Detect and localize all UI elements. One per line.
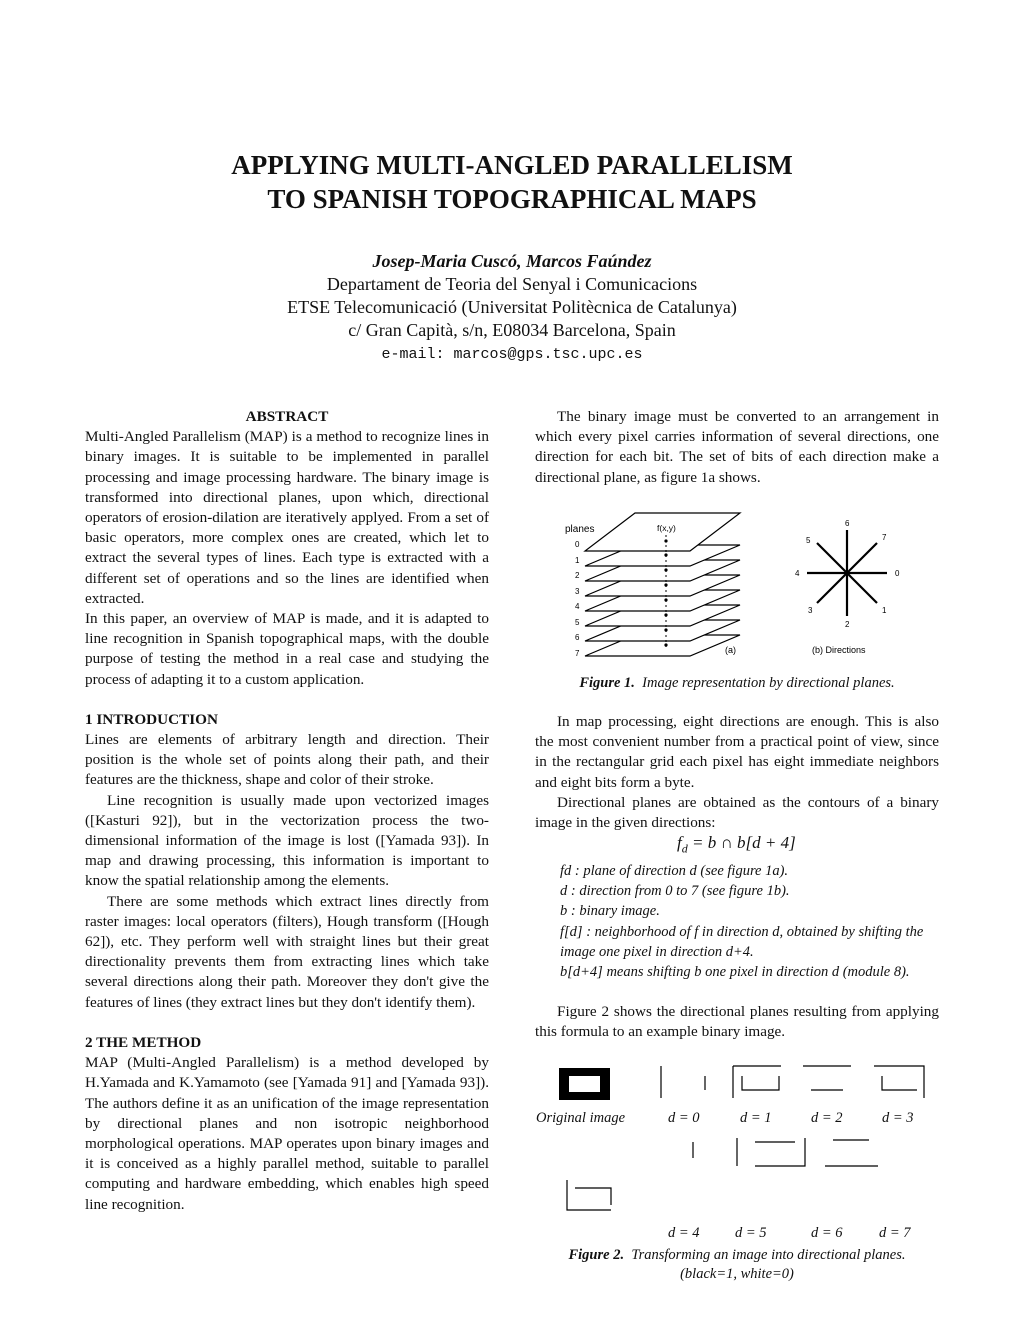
plane-number-6: 6 bbox=[575, 633, 580, 642]
right-paragraph-1: The binary image must be converted to an arrangement in which every pixel carries information of several directions, one direction for each bit. The set of bits of each direction make a directional plane, as figure 1a shows. bbox=[535, 408, 939, 486]
direction-number-6: 6 bbox=[845, 519, 850, 528]
label-original-image: Original image bbox=[536, 1110, 626, 1126]
formula-lhs: f bbox=[677, 833, 682, 852]
formula bbox=[677, 833, 796, 856]
fxy-label: f(x,y) bbox=[657, 523, 676, 533]
plane-number-0: 0 bbox=[575, 540, 580, 549]
label-d2: d = 2 bbox=[811, 1110, 843, 1126]
label-d4: d = 4 bbox=[668, 1225, 700, 1241]
directional-planes-row1 bbox=[661, 1066, 924, 1098]
method-paragraph-1: MAP (Multi-Angled Parallelism) is a method developed by H.Yamada and K.Yamamoto (see [Yamada 91] and [Yamada 93]). The authors define it as an unification of the image representation by directional planes and non isotropic neighborhood morphological operations. MAP operates upon binary images and it is conceived as a highly parallel method, suitable to parallel computing and hardware embedding, which enables high speed line recognition. bbox=[85, 1054, 489, 1213]
affiliation-line3: c/ Gran Capità, s/n, E08034 Barcelona, Spain bbox=[348, 320, 676, 340]
label-d3: d = 3 bbox=[882, 1110, 914, 1126]
direction-number-2: 2 bbox=[845, 620, 850, 629]
figure-2 bbox=[535, 1060, 939, 1235]
abstract-paragraph-1: Multi-Angled Parallelism (MAP) is a method to recognize lines in binary images. It is suitable to be implemented in parallel processing and image processing hardware. The binary image is transformed into directional planes, upon which, directional operators of erosion-dilation are iteratively applyed. From a set of basic operators, more complex ones are created, which let to extract the several types of lines. Each type is extracted with a different set of operations and so the lines are identified when extracted. bbox=[85, 428, 489, 607]
plane-number-5: 5 bbox=[575, 618, 580, 627]
intro-paragraph-3: There are some methods which extract lines directly from raster images: local operators (filters), Hough transform ([Hough 62]), etc. They perform well with straight lines but their great directionality prevents them from extracting lines which take several directions along their path. Moreover they don't give the features of lines (they extract lines but they don't identify them). bbox=[85, 892, 489, 1011]
figure-1-caption-label: Figure 1. bbox=[579, 675, 635, 691]
right-paragraph-3: Directional planes are obtained as the contours of a binary image in the given directions: bbox=[535, 793, 939, 832]
plane-number-7: 7 bbox=[575, 649, 580, 658]
definition-fd: fd : plane of direction d (see figure 1a). bbox=[560, 863, 789, 879]
introduction-heading: 1 INTRODUCTION bbox=[85, 710, 218, 728]
plane-number-4: 4 bbox=[575, 602, 580, 611]
paper-title-line1: APPLYING MULTI-ANGLED PARALLELISM bbox=[231, 150, 793, 180]
subfigure-a-label: (a) bbox=[725, 645, 736, 655]
definition-d: d : direction from 0 to 7 (see figure 1b). bbox=[560, 883, 790, 900]
abstract-heading: ABSTRACT bbox=[245, 408, 329, 425]
label-d1: d = 1 bbox=[740, 1110, 772, 1126]
subfigure-b-label: (b) Directions bbox=[812, 645, 866, 655]
plane-d5 bbox=[737, 1138, 805, 1166]
planes-label: planes bbox=[565, 524, 595, 535]
left-column bbox=[85, 407, 489, 1215]
definition-b: b : binary image. bbox=[560, 903, 660, 920]
direction-number-4: 4 bbox=[795, 569, 800, 578]
right-column-top bbox=[535, 407, 939, 488]
plane-numbers bbox=[575, 540, 580, 658]
stacked-planes bbox=[585, 513, 740, 656]
affiliation-line1: Departament de Teoria del Senyal i Comunicacions bbox=[326, 274, 698, 294]
plane-number-1: 1 bbox=[575, 556, 580, 565]
intro-paragraph-1: Lines are elements of arbitrary length and direction. Their position is the whole set of points along their path, and their features are the thickness, shape and color of their stroke. bbox=[85, 731, 489, 789]
paper-title-line2: TO SPANISH TOPOGRAPHICAL MAPS bbox=[267, 184, 757, 214]
label-d7: d = 7 bbox=[879, 1225, 911, 1241]
definition-list bbox=[560, 861, 940, 982]
authors: Josep-Maria Cuscó, Marcos Faúndez bbox=[372, 251, 652, 271]
plane-d2 bbox=[803, 1066, 851, 1090]
direction-number-7: 7 bbox=[882, 533, 887, 542]
direction-number-0: 0 bbox=[895, 569, 900, 578]
right-column-middle bbox=[535, 712, 939, 833]
affiliation-line2: ETSE Telecomunicació (Universitat Politècnica de Catalunya) bbox=[287, 297, 737, 317]
direction-number-1: 1 bbox=[882, 606, 887, 615]
original-image bbox=[559, 1068, 610, 1100]
label-d5: d = 5 bbox=[735, 1225, 767, 1241]
directional-planes-row2 bbox=[567, 1138, 878, 1210]
plane-d7 bbox=[567, 1180, 611, 1210]
figure-2-caption-label: Figure 2. bbox=[568, 1247, 625, 1263]
plane-d6 bbox=[825, 1140, 878, 1166]
formula-rhs: = b ∩ b[d + 4] bbox=[691, 833, 796, 852]
figure-1-caption-text: Image representation by directional planes. bbox=[642, 675, 895, 691]
figure-2-caption-text: Transforming an image into directional planes. bbox=[631, 1247, 906, 1263]
definition-shift: b[d+4] means shifting b one pixel in direction d (module 8). bbox=[560, 964, 910, 981]
plane-d3 bbox=[874, 1066, 924, 1098]
intro-paragraph-2: Line recognition is usually made upon vectorized images ([Kasturi 92]), but in the vectorization process the two-dimensional information of the image is lost ([Yamada 93]). In map and drawing processing, this information is important to know the spatial relationship among the elements. bbox=[85, 791, 489, 890]
right-paragraph-2: In map processing, eight directions are enough. This is also the most convenient number from a practical point of view, since in the rectangular grid each pixel has eight immediate neighbors and eight bits form a byte. bbox=[535, 713, 939, 791]
plane-d1 bbox=[733, 1066, 781, 1098]
plane-number-2: 2 bbox=[575, 571, 580, 580]
right-column-lower bbox=[535, 1002, 939, 1042]
label-d6: d = 6 bbox=[811, 1225, 843, 1241]
figure-2-caption bbox=[535, 1246, 939, 1284]
formula-subscript: d bbox=[681, 841, 688, 856]
definition-fd-symbol: fd bbox=[560, 863, 572, 879]
method-heading: 2 THE METHOD bbox=[85, 1033, 202, 1051]
figure-1-caption bbox=[535, 674, 939, 693]
direction-star bbox=[807, 530, 887, 616]
figure-1 bbox=[535, 505, 939, 670]
abstract-paragraph-2: In this paper, an overview of MAP is made, and it is adapted to line recognition in Spanish topographical maps, with the double purpose of testing the method in a real case and studying the process of adapting it to a custom application. bbox=[85, 610, 489, 688]
plane-number-3: 3 bbox=[575, 587, 580, 596]
right-paragraph-4: Figure 2 shows the directional planes resulting from applying this formula to an example binary image. bbox=[535, 1003, 939, 1041]
direction-number-5: 5 bbox=[806, 536, 811, 545]
email: e-mail: marcos@gps.tsc.upc.es bbox=[381, 346, 643, 363]
direction-number-3: 3 bbox=[808, 606, 813, 615]
definition-neighborhood: f[d] : neighborhood of f in direction d, obtained by shifting the image one pixel in direction d+4. bbox=[560, 923, 924, 960]
label-d0: d = 0 bbox=[668, 1110, 700, 1126]
figure-2-caption-line2: (black=1, white=0) bbox=[680, 1266, 794, 1282]
plane-d0 bbox=[661, 1066, 705, 1098]
